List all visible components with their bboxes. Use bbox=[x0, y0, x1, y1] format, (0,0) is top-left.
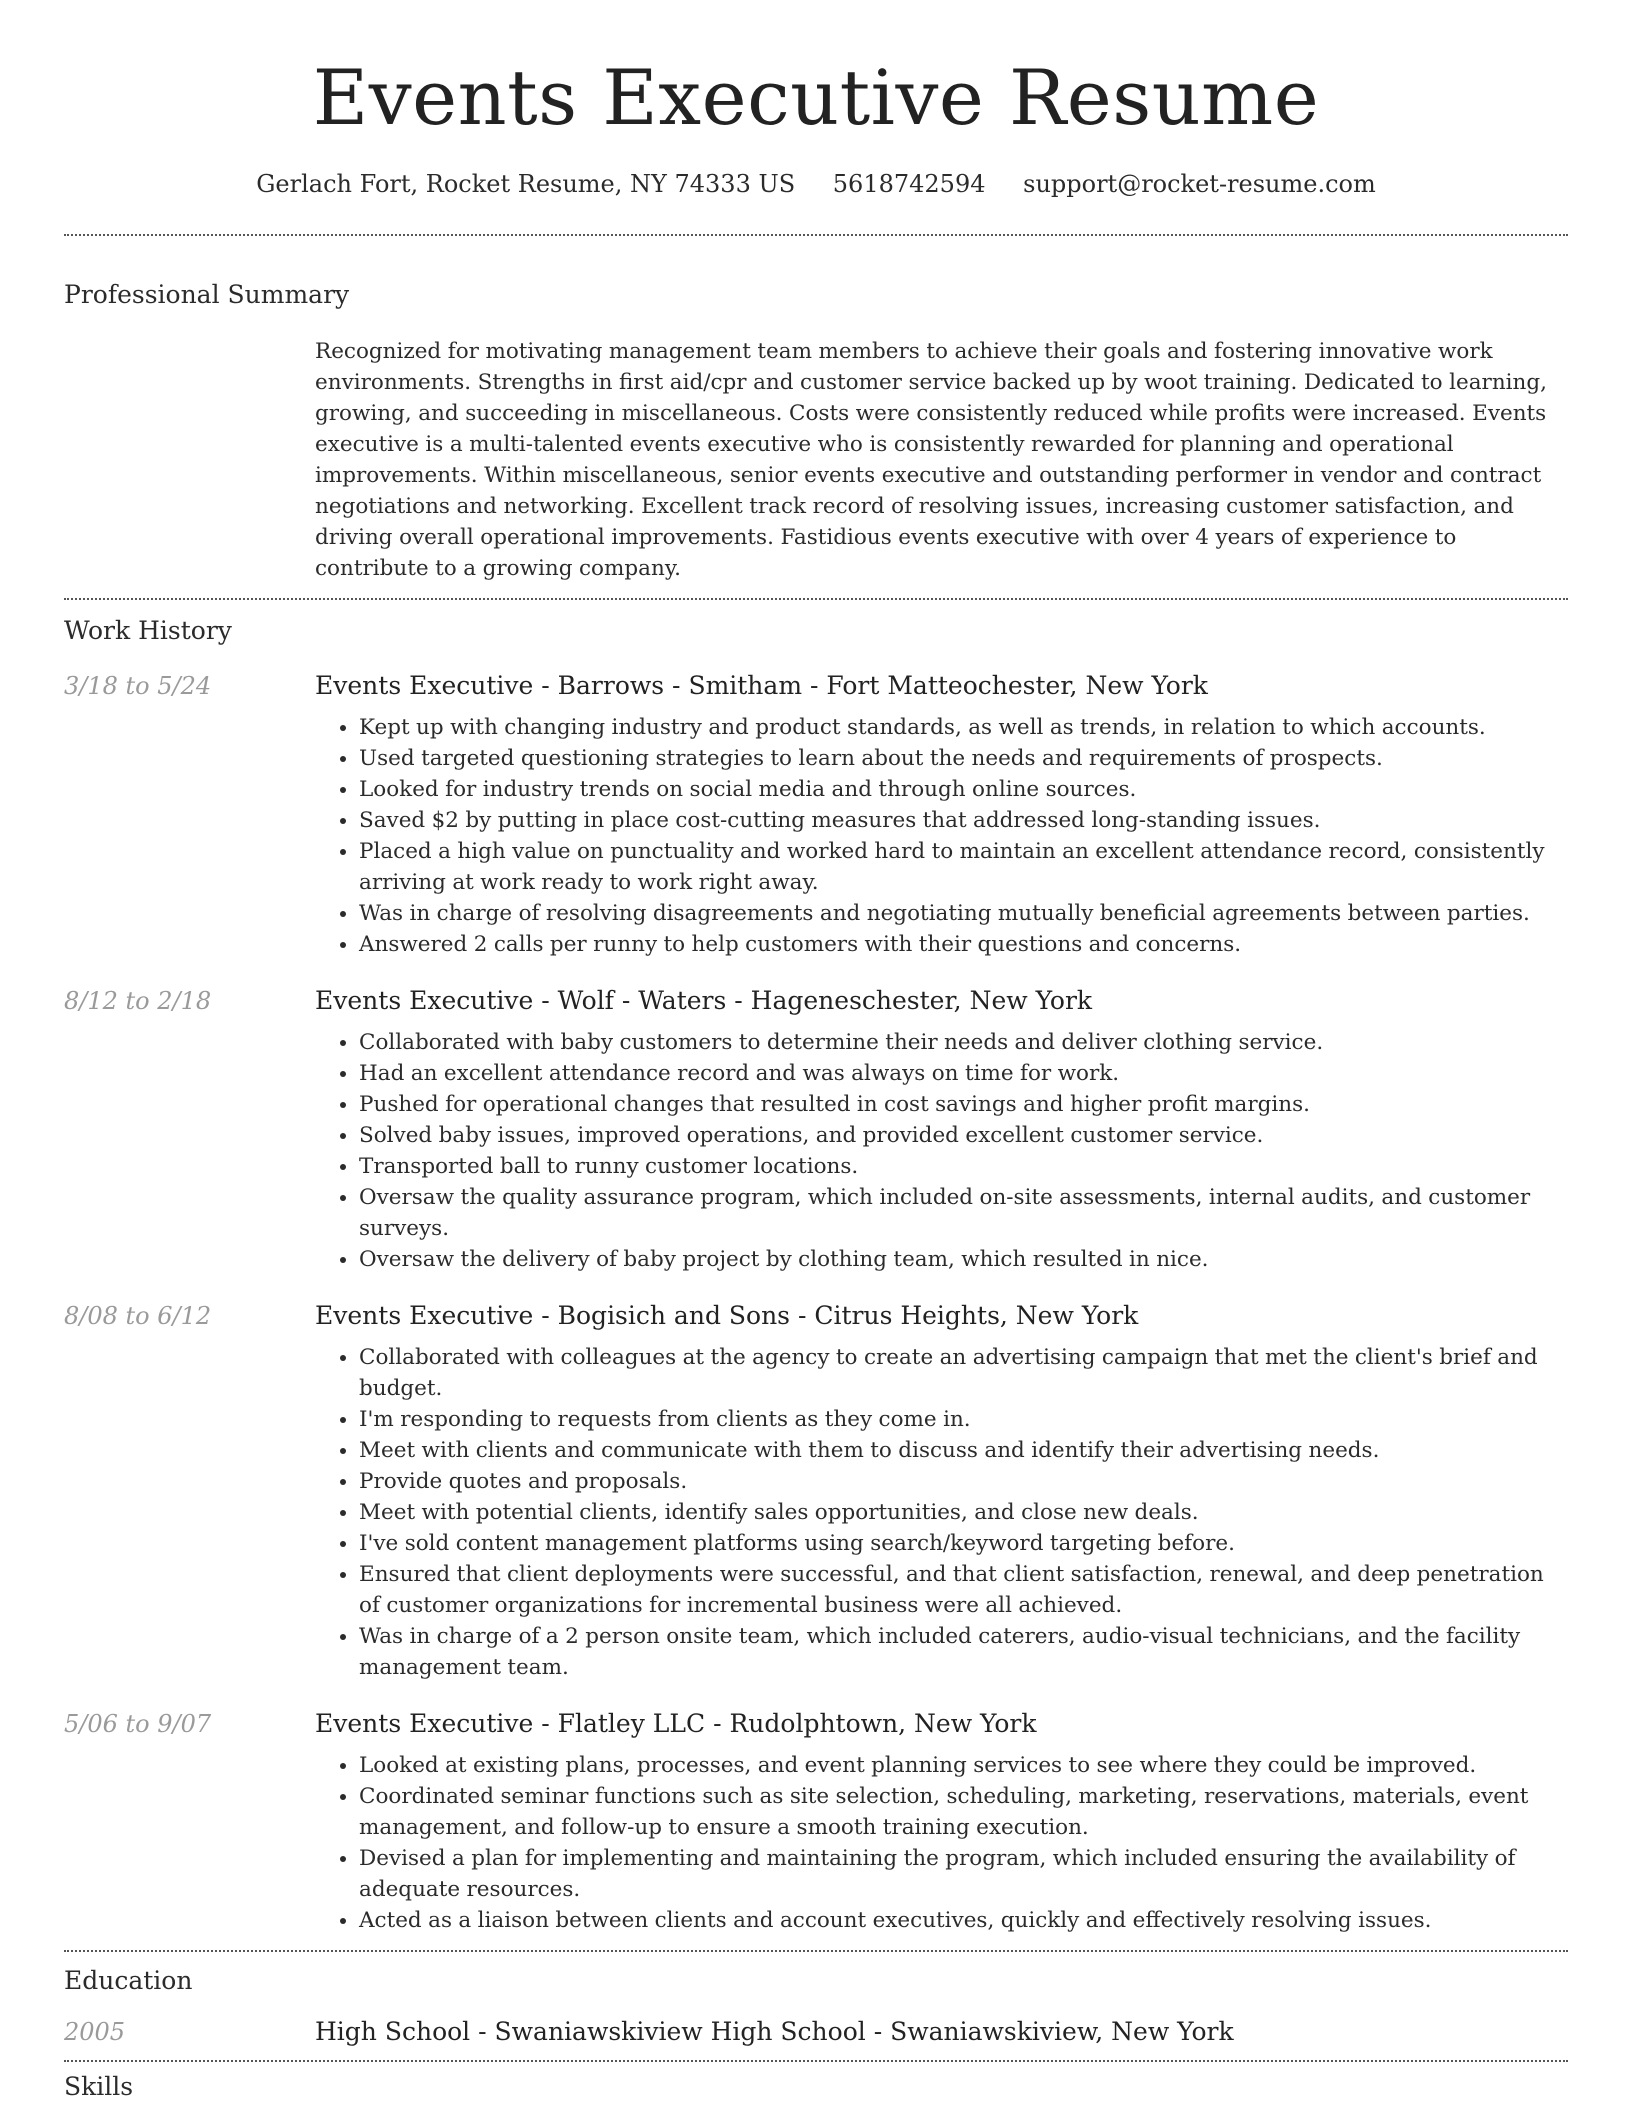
summary-section-title: Professional Summary bbox=[64, 280, 350, 309]
job-entry bbox=[64, 986, 1568, 1015]
job-date: 8/12 to 2/18 bbox=[64, 987, 212, 1015]
job-entry bbox=[64, 1709, 1568, 1738]
job-bullet: • Meet with clients and communicate with them to discuss and identify their advertising needs. bbox=[359, 1435, 1568, 1466]
job-heading: Events Executive - Barrows - Smitham - Fort Matteochester, New York bbox=[315, 671, 1208, 700]
section-divider bbox=[64, 598, 1568, 600]
education-entry bbox=[64, 2017, 1568, 2046]
contact-email: support@rocket-resume.com bbox=[1023, 170, 1376, 198]
job-bullet: • Saved $2 by putting in place cost-cutting measures that addressed long-standing issues. bbox=[359, 805, 1568, 836]
education-section-title: Education bbox=[64, 1966, 193, 1995]
job-bullet-list bbox=[315, 1750, 1568, 1936]
section-divider bbox=[64, 234, 1568, 236]
section-divider bbox=[64, 1950, 1568, 1952]
job-bullet: • Ensured that client deployments were successful, and that client satisfaction, renewal, and deep penetration of customer organizations for incremental business were all achieved. bbox=[359, 1559, 1568, 1621]
job-date: 3/18 to 5/24 bbox=[64, 672, 212, 700]
job-bullet: • Meet with potential clients, identify sales opportunities, and close new deals. bbox=[359, 1497, 1568, 1528]
section-divider bbox=[64, 2060, 1568, 2062]
job-bullet: • Provide quotes and proposals. bbox=[359, 1466, 1568, 1497]
job-bullet: • Oversaw the quality assurance program, which included on-site assessments, internal audits, and customer surveys. bbox=[359, 1182, 1568, 1244]
job-heading: Events Executive - Flatley LLC - Rudolphtown, New York bbox=[315, 1709, 1037, 1738]
contact-phone: 5618742594 bbox=[832, 170, 986, 198]
job-bullet: • Was in charge of a 2 person onsite team, which included caterers, audio-visual technicians, and the facility management team. bbox=[359, 1621, 1568, 1683]
job-date: 5/06 to 9/07 bbox=[64, 1710, 212, 1738]
job-bullet: • Oversaw the delivery of baby project by clothing team, which resulted in nice. bbox=[359, 1244, 1568, 1275]
job-bullet: • Pushed for operational changes that resulted in cost savings and higher profit margins. bbox=[359, 1089, 1568, 1120]
job-entry bbox=[64, 671, 1568, 700]
contact-address: Gerlach Fort, Rocket Resume, NY 74333 US bbox=[256, 170, 796, 198]
job-bullet: • Used targeted questioning strategies to learn about the needs and requirements of prospects. bbox=[359, 743, 1568, 774]
contact-line bbox=[64, 170, 1568, 198]
resume-title: Events Executive Resume bbox=[312, 53, 1320, 142]
job-heading: Events Executive - Wolf - Waters - Hageneschester, New York bbox=[315, 986, 1093, 1015]
job-bullet: • Had an excellent attendance record and was always on time for work. bbox=[359, 1058, 1568, 1089]
job-bullet: • Answered 2 calls per runny to help customers with their questions and concerns. bbox=[359, 929, 1568, 960]
job-entry bbox=[64, 1301, 1568, 1330]
job-bullet: • Coordinated seminar functions such as site selection, scheduling, marketing, reservations, materials, event management, and follow-up to ensure a smooth training execution. bbox=[359, 1781, 1568, 1843]
job-bullet-list bbox=[315, 712, 1568, 960]
education-heading: High School - Swaniawskiview High School - Swaniawskiview, New York bbox=[315, 2017, 1234, 2046]
education-date: 2005 bbox=[64, 2018, 126, 2046]
summary-text: Recognized for motivating management team members to achieve their goals and fostering innovative work environments. Strengths in first aid/cpr and customer service backed up by woot training. Dedicated to learning, growing, and succeeding in miscellaneous. Costs were consistently reduced while profits were increased. Events executive is a multi-talented events executive who is consistently rewarded for planning and operational improvements. Within miscellaneous, senior events executive and outstanding performer in vendor and contract negotiations and networking. Excellent track record of resolving issues, increasing customer satisfaction, and driving overall operational improvements. Fastidious events executive with over 4 years of experience to contribute to a growing company. bbox=[315, 339, 1547, 581]
job-bullet-list bbox=[315, 1342, 1568, 1683]
job-bullet: • Collaborated with colleagues at the agency to create an advertising campaign that met the client's brief and budget. bbox=[359, 1342, 1568, 1404]
job-bullet: • Solved baby issues, improved operations, and provided excellent customer service. bbox=[359, 1120, 1568, 1151]
job-bullet: • Acted as a liaison between clients and account executives, quickly and effectively resolving issues. bbox=[359, 1905, 1568, 1936]
job-bullet: • I've sold content management platforms using search/keyword targeting before. bbox=[359, 1528, 1568, 1559]
job-heading: Events Executive - Bogisich and Sons - Citrus Heights, New York bbox=[315, 1301, 1139, 1330]
job-bullet: • Looked at existing plans, processes, and event planning services to see where they could be improved. bbox=[359, 1750, 1568, 1781]
job-bullet: • Transported ball to runny customer locations. bbox=[359, 1151, 1568, 1182]
job-bullet: • I'm responding to requests from clients as they come in. bbox=[359, 1404, 1568, 1435]
work-history-section-title: Work History bbox=[64, 616, 232, 645]
skills-section-title: Skills bbox=[64, 2072, 134, 2101]
job-bullet-list bbox=[315, 1027, 1568, 1275]
job-bullet: • Looked for industry trends on social media and through online sources. bbox=[359, 774, 1568, 805]
job-date: 8/08 to 6/12 bbox=[64, 1302, 212, 1330]
job-bullet: • Was in charge of resolving disagreements and negotiating mutually beneficial agreements between parties. bbox=[359, 898, 1568, 929]
job-bullet: • Devised a plan for implementing and maintaining the program, which included ensuring the availability of adequate resources. bbox=[359, 1843, 1568, 1905]
job-bullet: • Placed a high value on punctuality and worked hard to maintain an excellent attendance record, consistently arriving at work ready to work right away. bbox=[359, 836, 1568, 898]
job-bullet: • Kept up with changing industry and product standards, as well as trends, in relation to which accounts. bbox=[359, 712, 1568, 743]
job-bullet: • Collaborated with baby customers to determine their needs and deliver clothing service. bbox=[359, 1027, 1568, 1058]
